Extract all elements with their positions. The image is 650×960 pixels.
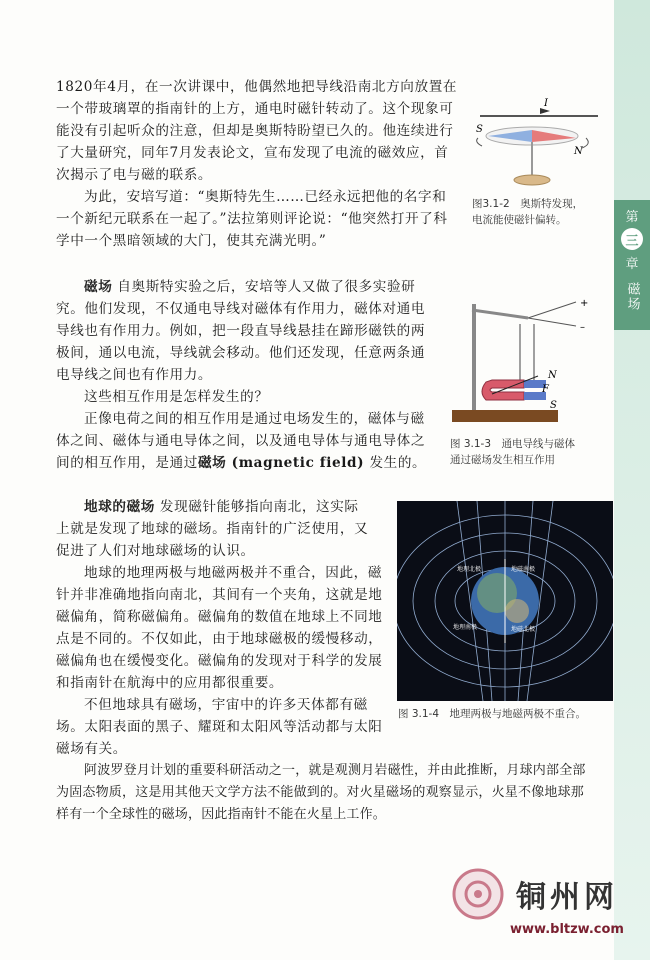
earth-field-section [56,496,396,760]
watermark-logo [452,868,504,920]
label-f: F [542,384,549,395]
text-line: 点是不同的。不仅如此，由于地球磁极的缓慢移动， [56,631,383,647]
magnetic-field-section [56,276,426,474]
label-i: I [544,98,548,109]
text-line: 次揭示了电与磁的联系。 [56,167,213,183]
text-fragment: 发现磁针能够指向南北，这实际 [159,499,359,515]
label-n: N [548,370,557,381]
text-line: 体之间、磁体与通电导体之间，以及通电导体与通电导体之 [56,433,426,449]
caption-line: 电流能使磁针偏转。 [472,214,567,226]
text-line: 一个带玻璃罩的指南针的上方，通电时磁针转动了。这个现象可 [56,101,454,117]
text-line: 究。他们发现，不仅通电导线对磁体有作用力，磁体对通电 [56,301,426,317]
label-geo-north: 地理北极 [457,566,482,573]
chapter-prefix: 第 [625,210,639,225]
text-line: 电导线之间也有作用力。 [56,367,213,383]
watermark-name: 铜州网 [516,880,618,915]
term-magnetic-field: 磁场 [197,455,227,471]
label-n: N [574,146,583,157]
text-line: 地球的地理两极与地磁两极并不重合，因此，磁 [84,565,383,581]
label-plus: + [580,298,589,309]
figure-3-1-2 [470,94,610,194]
text-line: 上就是发现了地球的磁场。指南针的广泛使用，又 [56,521,369,537]
text-line: 这些相互作用是怎样发生的？ [84,389,269,405]
label-s: S [550,400,557,411]
chapter-title: 磁场 [624,282,640,312]
text-line: 和指南针在航海中的应用都很重要。 [56,675,284,691]
chapter-suffix: 章 [625,257,639,272]
text-line: 磁场有关。 [56,741,127,757]
text-line: 为此，安培写道：“奥斯特先生……已经永远把他的名字和 [84,189,447,205]
text-line: 了大量研究，同年7月发表论文，宣布发现了电流的磁效应，首 [56,145,449,161]
text-line: 导线也有作用力。例如，把一段直导线悬挂在蹄形磁铁的两 [56,323,426,339]
figure-3-1-4-caption: 图 3.1-4 地理两极与地磁两极不重合。 [398,708,587,720]
chapter-number: 三 [621,228,643,250]
caption-line: 图 3.1-3 通电导线与磁体 [450,438,576,450]
section-heading-magnetic-field: 磁场 [84,279,113,295]
figure-3-1-3-caption [450,436,610,468]
earth-magnetic-field-image [397,501,613,701]
watermark-url: www.bltzw.com [510,922,624,937]
caption-line: 图3.1-2 奥斯特发现， [472,198,584,210]
caption-line: 通过磁场发生相互作用 [450,454,555,466]
text-line: 正像电荷之间的相互作用是通过电场发生的，磁体与磁 [84,411,425,427]
text-fragment: 自奥斯特实验之后，安培等人又做了很多实验研 [117,279,416,295]
term-english: (magnetic field) [226,455,370,471]
chapter-tab [614,200,650,330]
oersted-experiment-diagram [470,94,610,194]
figure-3-1-2-caption [472,196,612,228]
text-line: 一个新纪元联系在一起了。”法拉第则评论说：“他突然打开了科 [56,211,448,227]
label-s: S [476,124,483,135]
label-mag-north: 地磁北极 [511,626,536,633]
intro-paragraph [56,76,458,252]
text-fragment: 发生的。 [369,455,427,471]
text-line: 1820年4月，在一次讲课中，他偶然地把导线沿南北方向放置在 [56,79,458,95]
label-minus: – [580,322,585,333]
text-line: 样有一个全球性的磁场，因此指南针不能在火星上工作。 [56,807,387,822]
figure-3-1-3 [448,284,608,434]
text-line: 学中一个黑暗领域的大门，使其充满光明。” [56,233,327,249]
text-line: 针并非准确地指向南北，其间有一个夹角，这就是地 [56,587,383,603]
figure-3-1-4 [397,501,613,701]
text-line: 磁偏角也在缓慢变化。磁偏角的发现对于科学的发展 [56,653,383,669]
text-line: 场。太阳表面的黑子、耀斑和太阳风等活动都与太阳 [56,719,383,735]
text-line: 阿波罗登月计划的重要科研活动之一，就是观测月岩磁性，并由此推断，月球内部全部 [84,763,586,778]
text-fragment: 间的相互作用，是通过 [56,455,198,471]
section-heading-earth-field: 地球的磁场 [84,499,155,515]
label-geo-south: 地理南极 [453,624,478,631]
text-line: 极间，通以电流，导线就会移动。他们还发现，任意两条通 [56,345,426,361]
chapter-side-strip [614,0,650,960]
label-mag-south: 地磁南极 [511,566,536,573]
text-line: 促进了人们对地球磁场的认识。 [56,543,255,559]
text-line: 不但地球具有磁场，宇宙中的许多天体都有磁 [84,697,368,713]
text-line: 能没有引起听众的注意，但却是奥斯特盼望已久的。他连续进行 [56,123,454,139]
text-line: 为固态物质，这是用其他天文学方法不能做到的。对火星磁场的观察显示，火星不像地球那 [56,785,585,800]
text-line: 磁偏角，简称磁偏角。磁偏角的数值在地球上不同地 [56,609,383,625]
wire-magnet-apparatus [448,284,608,434]
apollo-paragraph [56,760,616,826]
